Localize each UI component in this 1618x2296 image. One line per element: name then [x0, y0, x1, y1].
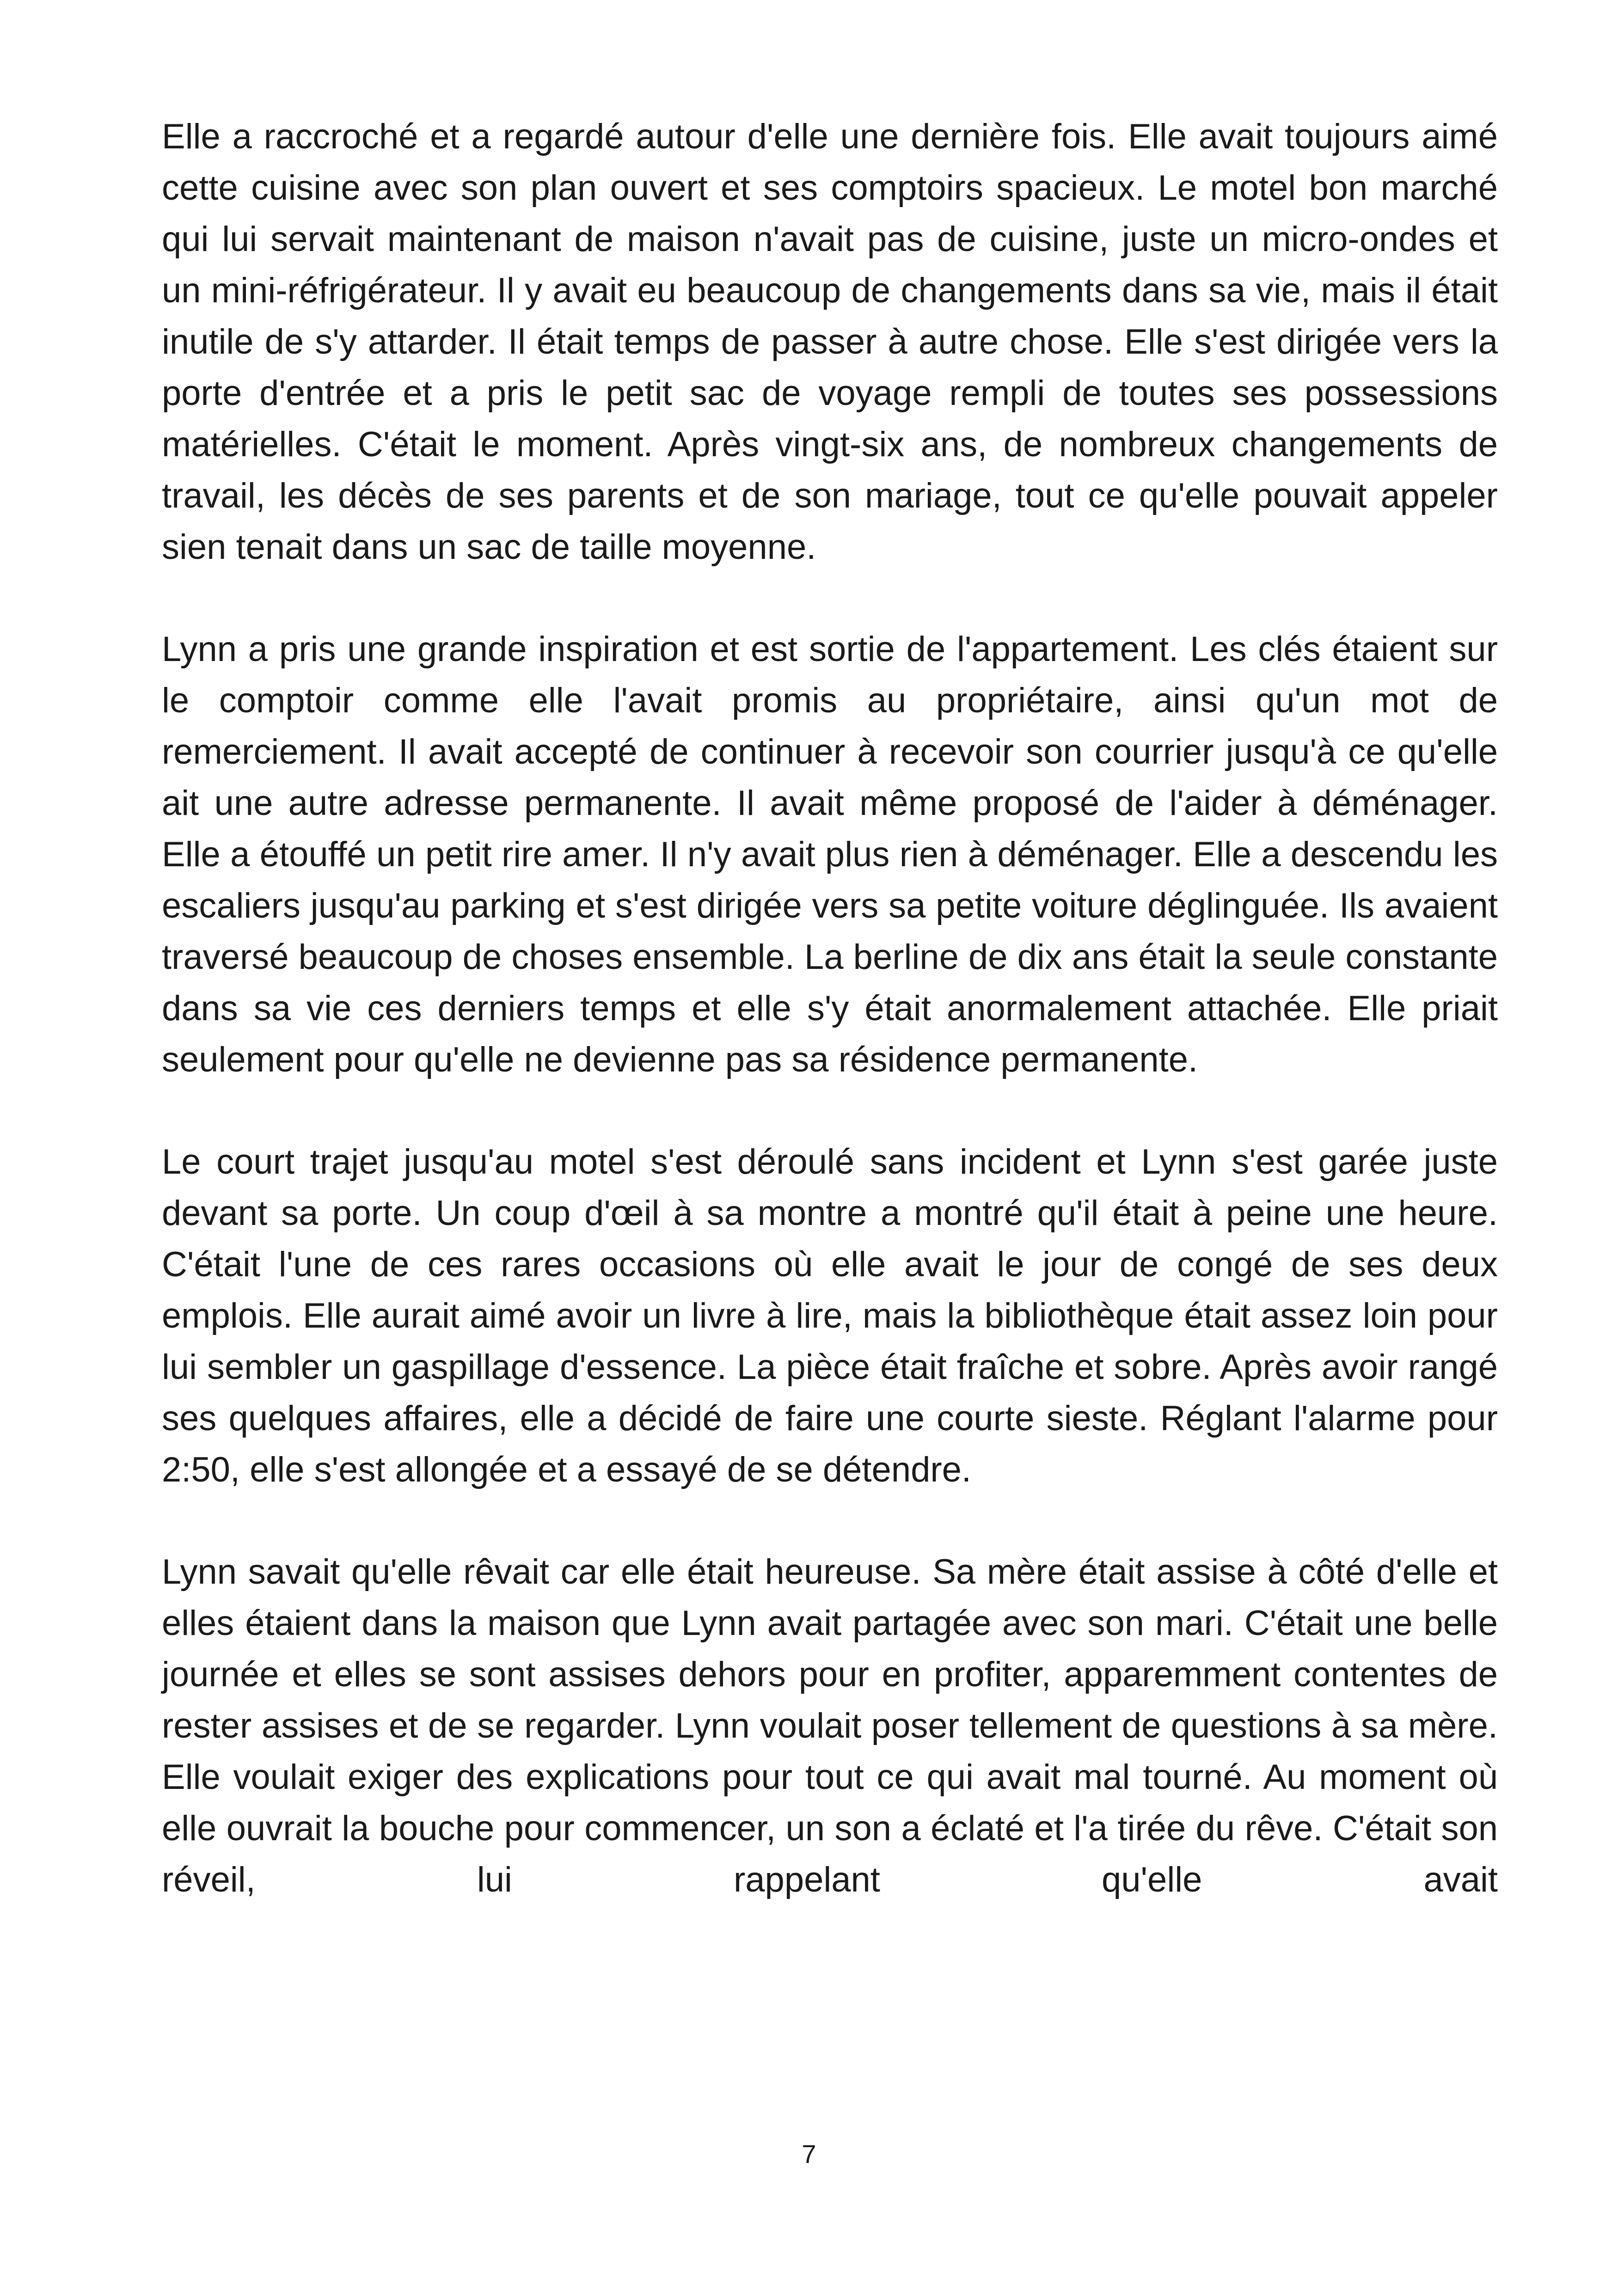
paragraph-2: Lynn a pris une grande inspiration et est sortie de l'appartement. Les clés étaient sur le comptoir comme elle l'avait promis au propriétaire, ainsi qu'un mot de remerciement. Il avait accepté de continuer à recevoir son courrier jusqu'à ce qu'elle ait une autre adresse permanente. Il avait même proposé de l'aider à déménager. Elle a étouffé un petit rire amer. Il n'y avait plus rien à déménager. Elle a descendu les escaliers jusqu'au parking et s'est dirigée vers sa petite voiture déglinguée. Ils avaient traversé beaucoup de choses ensemble. La berline de dix ans était la seule constante dans sa vie ces derniers temps et elle s'y était anormalement attachée. Elle priait seulement pour qu'elle ne devienne pas sa résidence permanente. — [162, 630, 1498, 1079]
page-number: 7 — [802, 2139, 816, 2168]
paragraph-1: Elle a raccroché et a regardé autour d'elle une dernière fois. Elle avait toujours aimé cette cuisine avec son plan ouvert et ses comptoirs spacieux. Le motel bon marché qui lui servait maintenant de maison n'avait pas de cuisine, juste un micro-ondes et un mini-réfrigérateur. Il y avait eu beaucoup de changements dans sa vie, mais il était inutile de s'y attarder. Il était temps de passer à autre chose. Elle s'est dirigée vers la porte d'entrée et a pris le petit sac de voyage rempli de toutes ses possessions matérielles. C'était le moment. Après vingt-six ans, de nombreux changements de travail, les décès de ses parents et de son mariage, tout ce qu'elle pouvait appeler sien tenait dans un sac de taille moyenne. — [162, 117, 1498, 567]
paragraph-4: Lynn savait qu'elle rêvait car elle était heureuse. Sa mère était assise à côté d'elle et elles étaient dans la maison que Lynn avait partagée avec son mari. C'était une belle journée et elles se sont assises dehors pour en profiter, apparemment contentes de rester assises et de se regarder. Lynn voulait poser tellement de questions à sa mère. Elle voulait exiger des explications pour tout ce qui avait mal tourné. Au moment où elle ouvrait la bouche pour commencer, un son a éclaté et l'a tirée du rêve. C'était son réveil, lui rappelant qu'elle avait — [162, 1552, 1498, 1899]
body-text — [162, 111, 1498, 1905]
paragraph-3: Le court trajet jusqu'au motel s'est déroulé sans incident et Lynn s'est garée juste devant sa porte. Un coup d'œil à sa montre a montré qu'il était à peine une heure. C'était l'une de ces rares occasions où elle avait le jour de congé de ses deux emplois. Elle aurait aimé avoir un livre à lire, mais la bibliothèque était assez loin pour lui sembler un gaspillage d'essence. La pièce était fraîche et sobre. Après avoir rangé ses quelques affaires, elle a décidé de faire une courte sieste. Réglant l'alarme pour 2:50, elle s'est allongée et a essayé de se détendre. — [162, 1142, 1498, 1489]
